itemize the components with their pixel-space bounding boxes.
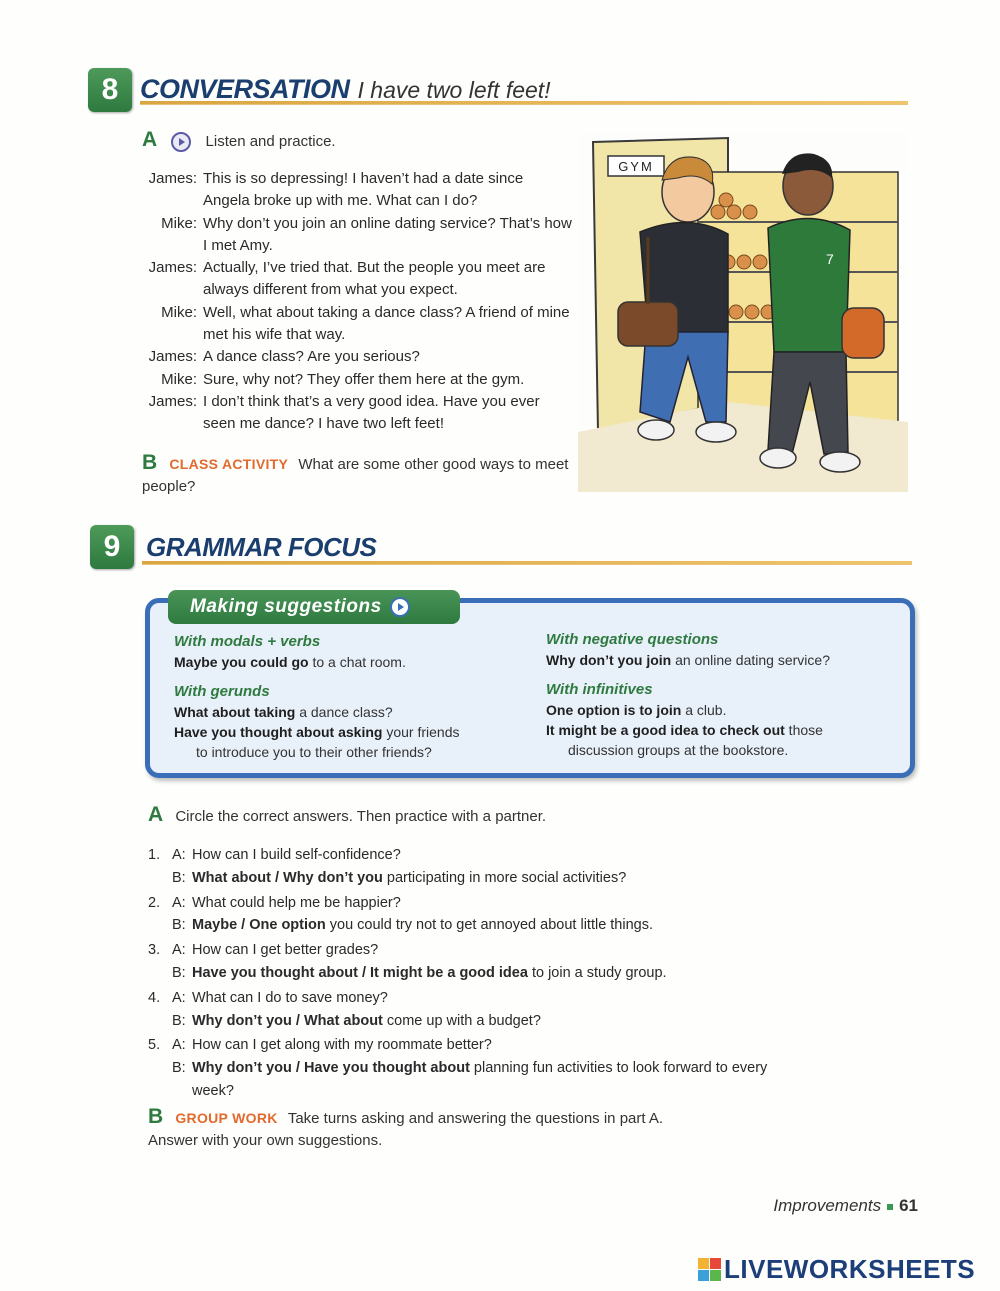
grammar-bold: Have you thought about asking (174, 724, 383, 740)
part-letter: A (142, 128, 158, 151)
exercise-list (148, 844, 848, 1105)
grammar-example (174, 702, 544, 722)
answer-rest: you could try not to get annoyed about little things. (325, 917, 654, 934)
audio-play-icon[interactable] (390, 597, 410, 617)
grammar-example (546, 720, 906, 740)
grammar-box-tab (168, 590, 460, 624)
dialogue-text: Well, what about taking a dance class? A friend of mine met his wife that way. (203, 303, 570, 344)
speaker-name: Mike: (161, 214, 197, 232)
item-number: 2. (148, 894, 161, 911)
part-letter: B (148, 1105, 164, 1128)
speaker-a-label: A: (172, 847, 186, 863)
section-8-subtitle: I have two left feet! (357, 77, 551, 103)
speaker-a-label: A: (172, 1037, 186, 1054)
dialogue-line (142, 369, 572, 391)
answer-rest: come up with a budget? (382, 1012, 541, 1029)
section-9-part-b (148, 1106, 768, 1152)
grammar-example: discussion groups at the bookstore. (568, 742, 789, 758)
unit-name: Improvements (773, 1196, 882, 1215)
grammar-left-column (174, 632, 544, 762)
grammar-heading: With infinitives (546, 681, 653, 698)
part-b-text-2: Answer with your own suggestions. (148, 1132, 383, 1149)
dialogue-text: This is so depressing! I haven’t had a date since Angela broke up with me. What can I do? (203, 170, 524, 210)
grammar-example (546, 650, 906, 670)
dialogue-line (142, 346, 572, 368)
speaker-name: Mike: (161, 370, 197, 388)
speaker-b-label: B: (172, 964, 186, 981)
grammar-example (174, 652, 544, 672)
part-a-instruction: Listen and practice. (205, 133, 336, 150)
liveworksheets-watermark (698, 1254, 975, 1284)
question-text: What can I do to save money? (192, 989, 388, 1006)
grammar-bold: What about taking (174, 704, 296, 720)
section-9-part-a (148, 803, 546, 827)
question-text: How can I get along with my roommate better? (192, 1037, 492, 1054)
class-activity-label: CLASS ACTIVITY (169, 456, 289, 472)
section-9-title: GRAMMAR FOCUS (146, 532, 377, 562)
grammar-rest: those (784, 722, 823, 738)
grammar-right-column (546, 630, 906, 760)
section-8-heading: CONVERSATION (140, 74, 350, 104)
item-number: 5. (148, 1037, 161, 1054)
answer-choices[interactable]: What about / Why don’t you (192, 869, 383, 886)
grammar-rest: your friends (382, 724, 460, 740)
conversation-dialogue (142, 168, 572, 436)
grammar-rest: an online dating service? (671, 652, 830, 668)
page-number: 61 (899, 1196, 918, 1215)
grammar-heading: With modals + verbs (174, 633, 321, 650)
question-text: What could help me be happier? (192, 894, 401, 911)
question-text: How can I build self-confidence? (192, 847, 401, 863)
grammar-rest: a club. (681, 702, 727, 718)
grammar-heading: With negative questions (546, 631, 719, 648)
answer-rest: to join a study group. (527, 964, 667, 981)
speaker-b-label: B: (172, 1012, 186, 1029)
speaker-a-label: A: (172, 989, 186, 1006)
grammar-bold: Why don’t you join (546, 652, 672, 668)
list-item (148, 844, 848, 890)
gym-illustration (578, 132, 908, 492)
grammar-bold: One option is to join (546, 702, 682, 718)
speaker-b-label: B: (172, 917, 186, 934)
part-letter: B (142, 451, 158, 474)
dialogue-text: Actually, I’ve tried that. But the people you meet are always different from what you expect. (203, 259, 546, 299)
page-footer (773, 1196, 918, 1216)
part-letter: A (148, 803, 164, 826)
answer-rest: planning fun activities to look forward to every week? (192, 1060, 768, 1099)
item-number: 4. (148, 989, 161, 1006)
group-work-label: GROUP WORK (175, 1110, 278, 1126)
part-a-instruction: Circle the correct answers. Then practice with a partner. (175, 808, 547, 825)
section-8-title (140, 74, 551, 105)
question-text: How can I get better grades? (192, 942, 379, 959)
grammar-bold: It might be a good idea to check out (546, 722, 785, 738)
dialogue-text: Why don’t you join an online dating service? That’s how I met Amy. (203, 214, 572, 254)
answer-choices[interactable]: Why don’t you / Have you thought about (192, 1060, 470, 1077)
grammar-rest: to a chat room. (308, 654, 406, 670)
watermark-text: LIVEWORKSHEETS (724, 1253, 976, 1284)
dialogue-text: Sure, why not? They offer them here at the gym. (203, 370, 525, 388)
gym-sign-text: GYM (618, 159, 654, 174)
dialogue-text: A dance class? Are you serious? (203, 348, 420, 366)
list-item (148, 892, 848, 938)
part-b-text: What are some other good ways to meet people? (142, 456, 569, 495)
grammar-rest: a dance class? (295, 704, 393, 720)
speaker-name: James: (148, 348, 197, 366)
section-8-part-a (142, 128, 336, 152)
part-b-text: Take turns asking and answering the questions in part A. (287, 1110, 664, 1127)
footer-bullet-icon (887, 1204, 893, 1210)
speaker-name: James: (148, 259, 197, 277)
jersey-number: 7 (826, 251, 834, 267)
section-number-9: 9 (90, 525, 134, 569)
dialogue-line (142, 213, 572, 258)
dialogue-line (142, 391, 572, 436)
dialogue-text: I don’t think that’s a very good idea. Have you ever seen me dance? I have two left feet! (203, 392, 540, 433)
speaker-b-label: B: (172, 1060, 186, 1077)
grammar-example (174, 722, 544, 742)
grammar-example (546, 700, 906, 720)
speaker-b-label: B: (172, 869, 186, 886)
speaker-name: James: (148, 170, 197, 187)
grammar-bold: Maybe you could go (174, 654, 309, 670)
speaker-name: Mike: (161, 303, 197, 321)
speaker-a-label: A: (172, 894, 186, 911)
audio-play-icon[interactable] (171, 132, 191, 152)
dialogue-line (142, 257, 572, 302)
answer-rest: participating in more social activities? (382, 869, 627, 886)
speaker-name: James: (148, 392, 197, 410)
answer-choices[interactable]: Why don’t you / What about (192, 1012, 383, 1029)
grammar-box-title: Making suggestions (190, 596, 382, 617)
answer-choices[interactable]: Maybe / One option (192, 917, 326, 934)
liveworksheets-logo-icon (698, 1258, 721, 1281)
section-8-part-b (142, 452, 582, 498)
grammar-example: to introduce you to their other friends? (196, 744, 432, 760)
section-number-8: 8 (88, 68, 132, 112)
speaker-a-label: A: (172, 942, 186, 959)
dialogue-line (142, 302, 572, 347)
list-item (148, 987, 848, 1033)
item-number: 1. (148, 847, 161, 863)
list-item (148, 939, 848, 985)
item-number: 3. (148, 942, 161, 959)
answer-choices[interactable]: Have you thought about / It might be a good idea (192, 964, 528, 981)
list-item (148, 1034, 848, 1102)
grammar-heading: With gerunds (174, 683, 270, 700)
dialogue-line (142, 168, 572, 213)
